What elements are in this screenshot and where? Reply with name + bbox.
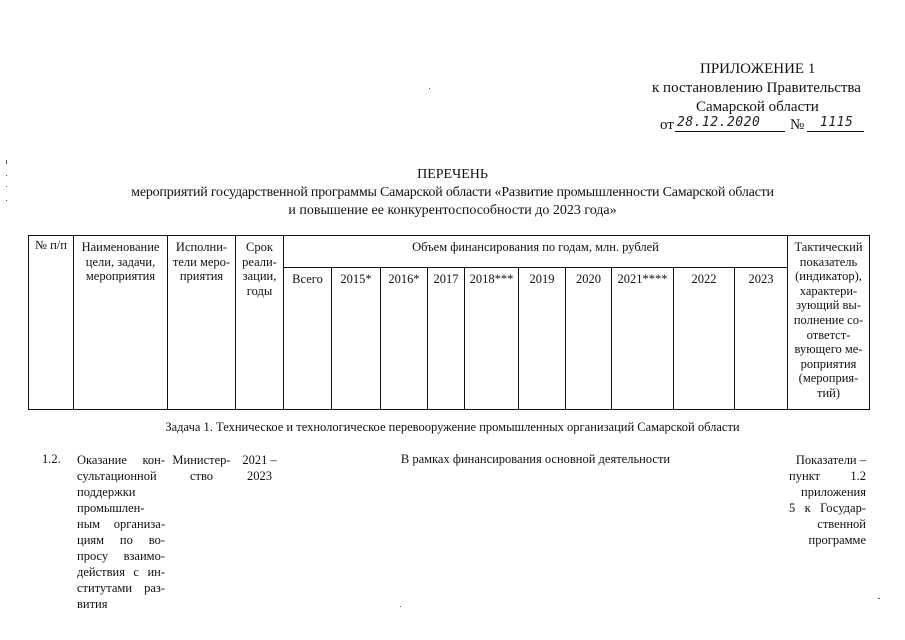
scan-speck xyxy=(878,598,880,599)
appendix-label: ПРИЛОЖЕНИЕ 1 xyxy=(700,61,816,77)
appendix-date: 28.12.2020 xyxy=(677,115,761,130)
document-title-line1: мероприятий государственной программы Самарской области «Развитие промышленности Самарской области xyxy=(131,185,774,200)
scan-speck xyxy=(6,160,7,164)
date-underline xyxy=(675,131,785,132)
year-header-2015: 2015* xyxy=(340,272,372,286)
number-underline xyxy=(807,131,864,132)
row-term: 2021 – 2023 xyxy=(242,453,277,483)
appendix-date-prefix: от xyxy=(660,117,674,133)
document-title-line2: и повышение ее конкурентоспособности до 2023 года» xyxy=(288,203,617,218)
year-header-2018: 2018*** xyxy=(469,272,514,286)
task-title: Задача 1. Техническое и технологическое перевооружение промышленных организаций Самарской области xyxy=(165,420,740,434)
appendix-decree-line: к постановлению Правительства xyxy=(652,80,861,96)
scan-speck xyxy=(6,175,7,176)
appendix-number: 1115 xyxy=(820,115,854,130)
row-executor: Министер- ство xyxy=(172,453,231,483)
col-header-number: № п/п xyxy=(35,238,67,252)
col-header-executor: Исполни- тели меро- приятия xyxy=(172,240,231,284)
col-header-name: Наименование цели, задачи, мероприятия xyxy=(81,240,160,284)
scan-speck xyxy=(6,186,7,187)
col-header-funding: Объем финансирования по годам, млн. рублей xyxy=(412,240,659,254)
appendix-region-line: Самарской области xyxy=(696,99,819,115)
row-number: 1.2. xyxy=(42,452,61,466)
col-header-term: Срок реали- зации, годы xyxy=(242,240,277,298)
year-header-2021: 2021**** xyxy=(617,272,668,286)
scan-speck xyxy=(400,606,401,607)
row-activity-name: Оказание кон- сультационной поддержки промышлен- ным организа- циям по во- просу взаимо- действия с ин- ститутами раз- вития xyxy=(77,453,165,611)
year-header-total: Всего xyxy=(292,272,323,286)
year-header-2022: 2022 xyxy=(691,272,717,286)
row-funding: В рамках финансирования основной деятельности xyxy=(400,452,671,466)
row-indicator: Показатели – пункт 1.2 приложения 5 к Государ- ственной программе xyxy=(789,453,866,547)
year-header-2016: 2016* xyxy=(388,272,420,286)
appendix-number-prefix: № xyxy=(790,117,805,133)
col-header-indicator: Тактический показатель (индикатор), характери- зующий вы- полнение со- ответст- вующего ме- роприятия (мероприя- тий) xyxy=(793,240,864,400)
scan-speck xyxy=(429,88,430,89)
scan-speck xyxy=(6,200,7,201)
year-header-2019: 2019 xyxy=(529,272,555,286)
year-header-2017: 2017 xyxy=(433,272,459,286)
year-header-2020: 2020 xyxy=(576,272,601,286)
year-header-2023: 2023 xyxy=(748,272,774,286)
document-heading: ПЕРЕЧЕНЬ xyxy=(417,167,488,182)
